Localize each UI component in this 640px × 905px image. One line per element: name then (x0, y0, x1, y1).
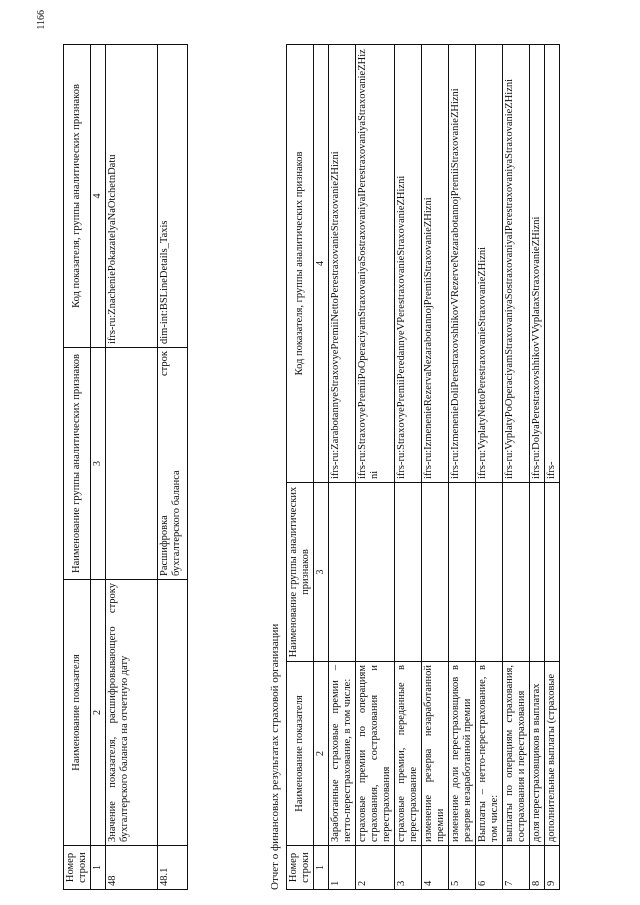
group-name (449, 483, 476, 662)
table-row (530, 45, 545, 890)
group-name (106, 348, 158, 580)
table-row (158, 45, 188, 890)
row-number: 8 (530, 846, 545, 890)
row-number: 2 (356, 846, 395, 890)
indicator-name: выплаты по операциям страхования, сострахования и перестрахования (503, 662, 530, 846)
indicator-name: изменение доли перестраховщиков в резерве незаработанной премии (449, 662, 476, 846)
header-code: Код показателя, группы аналитических признаков (64, 45, 91, 348)
indicator-table-top (63, 44, 188, 890)
indicator-name: страховые премии по операциям страхования, сострахования и перестрахования (356, 662, 395, 846)
indicator-code: ifrs-ru:VyplatyNettoPerestraxovanieStraxovanieZHizni (476, 45, 503, 483)
table-row (422, 45, 449, 890)
row-number: 1 (329, 846, 356, 890)
row-number: 3 (395, 846, 422, 890)
row-number: 48 (106, 846, 158, 890)
index-cell: 4 (314, 45, 329, 483)
indicator-name: изменение резерва незаработанной премии (422, 662, 449, 846)
header-row-number: Номер строки (64, 846, 91, 890)
header-indicator-name: Наименование показателя (64, 580, 91, 846)
index-cell: 3 (91, 348, 106, 580)
page-number: 1166 (36, 10, 47, 30)
header-row-number: Номер строки (287, 846, 314, 890)
index-cell: 3 (314, 483, 329, 662)
group-name (395, 483, 422, 662)
table-header-row (64, 45, 91, 890)
group-name (545, 483, 560, 662)
indicator-name: доля перестраховщиков в выплатах (530, 662, 545, 846)
group-name (476, 483, 503, 662)
table-row (395, 45, 422, 890)
header-indicator-name: Наименование показателя (287, 662, 314, 846)
indicator-code: ifrs-ru:StraxovyePremiiPeredannyeVPerestraxovanieStraxovanieZHizni (395, 45, 422, 483)
row-number: 6 (476, 846, 503, 890)
table-index-row (314, 45, 329, 890)
table-row (329, 45, 356, 890)
indicator-code: dim-int:BSLineDetails_Taxis (158, 45, 188, 348)
indicator-name: Заработанные страховые премии – нетто-перестрахование, в том числе: (329, 662, 356, 846)
table-row (106, 45, 158, 890)
indicator-code: ifrs-ru:DolyaPerestraxovshhikovVVyplataxStraxovanieZHizni (530, 45, 545, 483)
index-cell: 1 (91, 846, 106, 890)
group-name (356, 483, 395, 662)
row-number: 7 (503, 846, 530, 890)
index-cell: 2 (314, 662, 329, 846)
header-code: Код показателя, группы аналитических признаков (287, 45, 314, 483)
group-name (329, 483, 356, 662)
indicator-name: страховые премии, переданные в перестрахование (395, 662, 422, 846)
indicator-name: Значение показателя, расшифровывающего строку бухгалтерского баланса на отчетную дату (106, 580, 158, 846)
indicator-code: ifrs- (545, 45, 560, 483)
indicator-code: ifrs-ru:IzmenenieRezervaNezarabotannojPremiiStraxovanieZHizni (422, 45, 449, 483)
group-name (503, 483, 530, 662)
header-group-name: Наименование группы аналитических признаков (64, 348, 91, 580)
indicator-name: дополнительные выплаты (страховые (545, 662, 560, 846)
indicator-code: ifrs-ru:StraxovyePremiiPoOperaciyamStraxovaniyaSostraxovaniyaIPerestraxovaniyaStraxovanieZHizni (356, 45, 395, 483)
group-name (530, 483, 545, 662)
indicator-code: ifrs-ru:VyplatyPoOperaciyamStraxovaniyaSostraxovaniyaIPerestraxovaniyaStraxovanieZHizni (503, 45, 530, 483)
group-name-part: бухгалтерского баланса (171, 470, 182, 576)
indicator-name (158, 580, 188, 846)
group-name-part: Расшифровка (159, 515, 170, 576)
table-index-row (91, 45, 106, 890)
indicator-code: ifrs-ru:ZnacheniePokazatelyaNaOtchetnDatu (106, 45, 158, 348)
rotated-page (36, 10, 603, 890)
index-cell: 2 (91, 580, 106, 846)
row-number: 5 (449, 846, 476, 890)
table-header-row (287, 45, 314, 890)
indicator-name: Выплаты – нетто-перестрахование, в том числе: (476, 662, 503, 846)
index-cell: 1 (314, 846, 329, 890)
group-name (158, 348, 188, 580)
section-title: Отчет о финансовых результатах страховой организации (269, 623, 281, 890)
indicator-code: ifrs-ru:ZarabotannyeStraxovyePremiiNettoPerestraxovanieStraxovanieZHizni (329, 45, 356, 483)
header-group-name: Наименование группы аналитических признаков (287, 483, 314, 662)
table-row (449, 45, 476, 890)
row-number: 4 (422, 846, 449, 890)
row-number: 9 (545, 846, 560, 890)
table-row (356, 45, 395, 890)
indicator-code: ifrs-ru:IzmenenieDoliPerestraxovshhikovVRezerveNezarabotannojPremiiStraxovanieZHizni (449, 45, 476, 483)
table-row (476, 45, 503, 890)
table-row (545, 45, 560, 890)
indicator-table-bottom (286, 44, 560, 890)
group-name (422, 483, 449, 662)
row-number: 48.1 (158, 846, 188, 890)
group-name-part: строк (159, 351, 170, 376)
table-row (503, 45, 530, 890)
index-cell: 4 (91, 45, 106, 348)
